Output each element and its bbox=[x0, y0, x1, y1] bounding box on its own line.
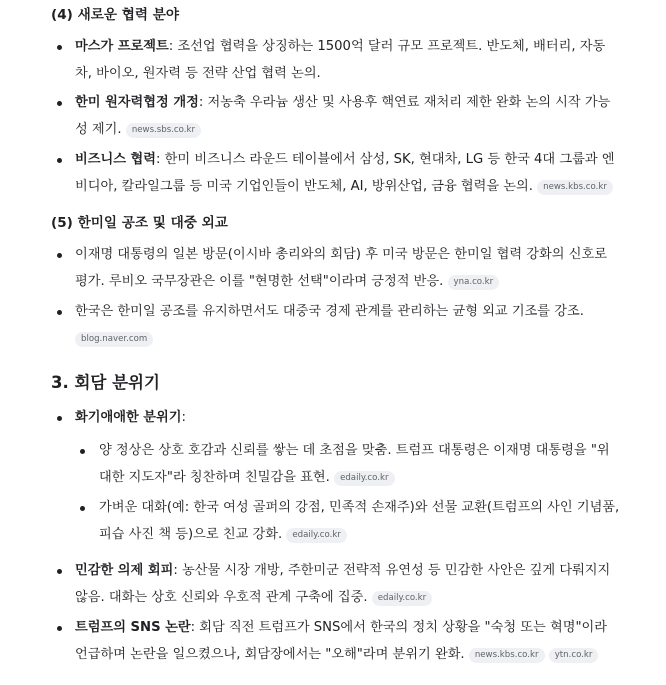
item-text: 피습 사진 책 등)으로 친교 강화. bbox=[99, 527, 283, 542]
item-text: 비디아, 칼라일그룹 등 미국 기업인들이 반도체, AI, 방위산업, 금융 협력을 논의. bbox=[75, 179, 533, 194]
sub-item-mutual-trust bbox=[99, 437, 633, 491]
item-label: 민감한 의제 회피 bbox=[75, 563, 174, 578]
item-text: 조선업 협력을 상징하는 1500억 달러 규모 프로젝트. 반도체, 배터리, 자동 bbox=[173, 39, 606, 54]
bullet bbox=[57, 569, 62, 574]
list-item-business: 비즈니스 협력: 한미 비즈니스 라운드 테이블에서 삼성, SK, 현대차, LG 등 한국 4대 그룹과 엔 비디아, 칼라일그룹 등 미국 기업인들이 반도체, AI, 방위산업, 금융 협력을 논의. news.kbs.co.kr bbox=[75, 152, 615, 194]
section-heading-atmosphere: 3. 회담 분위기 bbox=[51, 373, 160, 392]
list-item-masga: 마스가 프로젝트: 조선업 협력을 상징하는 1500억 달러 규모 프로젝트. 반도체, 배터리, 자동 차, 바이오, 원자력 등 전략 산업 협력 논의. bbox=[75, 39, 606, 81]
item-text: 가벼운 대화(예: 한국 여성 골퍼의 강점, 민족적 손재주)와 선물 교환(트럼프의 사인 기념품, bbox=[99, 500, 620, 515]
item-text: 저농축 우라늄 생산 및 사용후 핵연료 재처리 제한 완화 논의 시작 가능 bbox=[203, 95, 611, 110]
list-item-friendly-atmosphere: 화기애애한 분위기: bbox=[75, 410, 186, 425]
item-label: 비즈니스 협력 bbox=[75, 152, 157, 167]
item-text: 평가. 루비오 국무장관은 이를 "현명한 선택"이라며 긍정적 반응. bbox=[75, 274, 444, 289]
item-text: 회담 직전 트럼프가 SNS에서 한국의 정치 상황을 "숙청 또는 혁명"이라 bbox=[195, 620, 607, 635]
list-item-sensitive-agenda: 민감한 의제 회피: 농산물 시장 개방, 주한미군 전략적 유연성 등 민감한 사안은 깊게 다뤄지지 않음. 대화는 상호 신뢰와 우호적 관계 구축에 집중. edaily.co.kr bbox=[75, 563, 611, 605]
source-chip[interactable]: ytn.co.kr bbox=[549, 648, 599, 663]
bullet bbox=[57, 101, 62, 106]
source-chip[interactable]: news.kbs.co.kr bbox=[537, 180, 613, 195]
source-chip[interactable]: news.sbs.co.kr bbox=[126, 123, 201, 138]
item-label: 마스가 프로젝트 bbox=[75, 39, 169, 54]
item-text: 농산물 시장 개방, 주한미군 전략적 유연성 등 민감한 사안은 깊게 다뤄지지 bbox=[177, 563, 611, 578]
bullet bbox=[80, 506, 85, 511]
item-text: 성 제기. bbox=[75, 122, 122, 137]
item-text: 언급하며 논란을 일으켰으나, 회담장에서는 "오해"라며 분위기 완화. bbox=[75, 647, 465, 662]
list-item-nuclear-agreement: 한미 원자력협정 개정: 저농축 우라늄 생산 및 사용후 핵연료 재처리 제한 완화 논의 시작 가능 성 제기. news.sbs.co.kr bbox=[75, 95, 611, 137]
source-chip[interactable]: edaily.co.kr bbox=[286, 528, 346, 543]
bullet bbox=[57, 253, 62, 258]
source-chip[interactable]: yna.co.kr bbox=[448, 275, 500, 290]
list-item-japan-visit bbox=[75, 241, 635, 295]
bullet bbox=[57, 310, 62, 315]
bullet bbox=[80, 449, 85, 454]
source-chip[interactable]: edaily.co.kr bbox=[334, 471, 394, 486]
bullet bbox=[57, 416, 62, 421]
item-text: 한미 비즈니스 라운드 테이블에서 삼성, SK, 현대차, LG 등 한국 4대 그룹과 엔 bbox=[160, 152, 615, 167]
item-label: 한미 원자력협정 개정 bbox=[75, 95, 199, 110]
source-chip[interactable]: edaily.co.kr bbox=[372, 591, 432, 606]
sub-item-light-conversation bbox=[99, 494, 633, 548]
item-text: 양 정상은 상호 호감과 신뢰를 쌓는 데 초점을 맞춤. 트럼프 대통령은 이재명 대통령을 "위 bbox=[99, 443, 610, 458]
source-chip[interactable]: news.kbs.co.kr bbox=[469, 648, 545, 663]
item-label: 트럼프의 SNS 논란 bbox=[75, 620, 191, 635]
item-text: 이재명 대통령의 일본 방문(이시바 총리와의 회담) 후 미국 방문은 한미일 협력 강화의 신호로 bbox=[75, 247, 607, 262]
bullet bbox=[57, 158, 62, 163]
section-heading-5: (5) 한미일 공조 및 대중 외교 bbox=[51, 215, 228, 231]
item-text: 한국은 한미일 공조를 유지하면서도 대중국 경제 관계를 관리하는 균형 외교 기조를 강조. bbox=[75, 304, 584, 319]
item-text: 않음. 대화는 상호 신뢰와 우호적 관계 구축에 집중. bbox=[75, 590, 368, 605]
list-item-balanced-diplomacy bbox=[75, 298, 635, 352]
item-text: 대한 지도자"라 칭찬하며 친밀감을 표현. bbox=[99, 470, 330, 485]
bullet bbox=[57, 626, 62, 631]
item-label: 화기애애한 분위기 bbox=[75, 410, 182, 425]
bullet bbox=[57, 45, 62, 50]
list-item-sns-controversy: 트럼프의 SNS 논란: 회담 직전 트럼프가 SNS에서 한국의 정치 상황을 "숙청 또는 혁명"이라 언급하며 논란을 일으켰으나, 회담장에서는 "오해"라며 분위기 완화. news.kbs.co.kr ytn.co.kr bbox=[75, 620, 607, 662]
section-heading-4: (4) 새로운 협력 분야 bbox=[51, 7, 180, 23]
source-chip[interactable]: blog.naver.com bbox=[75, 332, 153, 347]
item-text: 차, 바이오, 원자력 등 전략 산업 협력 논의. bbox=[75, 66, 321, 81]
